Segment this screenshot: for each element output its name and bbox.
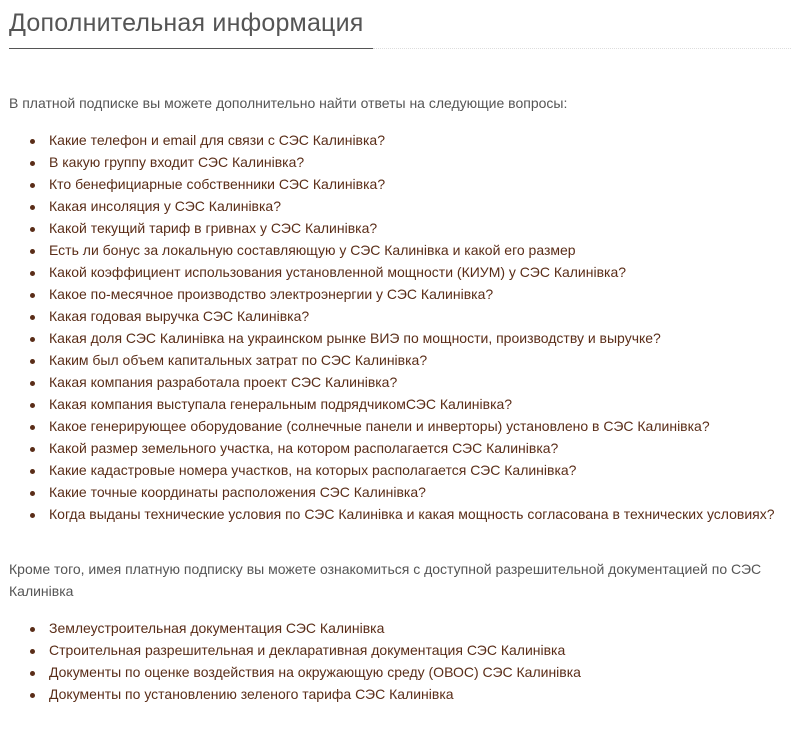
bullet-icon: [30, 693, 35, 698]
bullet-icon: [30, 359, 35, 364]
bullet-icon: [30, 227, 35, 232]
bullet-icon: [30, 183, 35, 188]
question-link[interactable]: Какая годовая выручка СЭС Калинівка?: [49, 308, 310, 324]
question-link[interactable]: Какие кадастровые номера участков, на которых располагается СЭС Калинівка?: [49, 462, 577, 478]
document-link[interactable]: Строительная разрешительная и декларативная документация СЭС Калинівка: [49, 642, 566, 658]
question-link[interactable]: Есть ли бонус за локальную составляющую у СЭС Калинівка и какой его размер: [49, 242, 576, 258]
question-link[interactable]: Какое по-месячное производство электроэнергии у СЭС Калинівка?: [49, 286, 494, 302]
list-item: [49, 283, 789, 305]
list-item: [49, 151, 789, 173]
title-divider: [373, 48, 791, 49]
questions-list: [9, 129, 789, 525]
docs-intro-text: Кроме того, имея платную подписку вы можете ознакомиться с доступной разрешительной документацией по СЭС Калинівка: [9, 561, 762, 599]
document-link[interactable]: Документы по установлению зеленого тарифа СЭС Калинівка: [49, 686, 454, 702]
list-item: [49, 639, 789, 661]
bullet-icon: [30, 627, 35, 632]
list-item: [49, 239, 789, 261]
list-item: [49, 683, 789, 705]
bullet-icon: [30, 139, 35, 144]
question-link[interactable]: В какую группу входит СЭС Калинівка?: [49, 154, 305, 170]
list-item: [49, 503, 789, 525]
intro-text: В платной подписке вы можете дополнительно найти ответы на следующие вопросы:: [9, 95, 568, 111]
list-item: [49, 371, 789, 393]
list-item: [49, 261, 789, 283]
question-link[interactable]: Какая компания разработала проект СЭС Калинівка?: [49, 374, 398, 390]
list-item: [49, 481, 789, 503]
bullet-icon: [30, 403, 35, 408]
bullet-icon: [30, 491, 35, 496]
bullet-icon: [30, 671, 35, 676]
bullet-icon: [30, 337, 35, 342]
list-item: [49, 173, 789, 195]
bullet-icon: [30, 249, 35, 254]
document-link[interactable]: Землеустроительная документация СЭС Калинівка: [49, 620, 385, 636]
bullet-icon: [30, 293, 35, 298]
content-area: [9, 92, 789, 705]
list-item: [49, 661, 789, 683]
list-item: [49, 129, 789, 151]
list-item: [49, 195, 789, 217]
list-item: [49, 437, 789, 459]
bullet-icon: [30, 513, 35, 518]
bullet-icon: [30, 469, 35, 474]
question-link[interactable]: Какой текущий тариф в гривнах у СЭС Калинівка?: [49, 220, 378, 236]
bullet-icon: [30, 271, 35, 276]
list-item: [49, 217, 789, 239]
section-title: Дополнительная информация: [9, 9, 364, 37]
question-link[interactable]: Какие телефон и email для связи с СЭС Калинівка?: [49, 132, 385, 148]
question-link[interactable]: Какие точные координаты расположения СЭС Калинівка?: [49, 484, 426, 500]
list-item: [49, 415, 789, 437]
list-item: [49, 349, 789, 371]
bullet-icon: [30, 649, 35, 654]
bullet-icon: [30, 161, 35, 166]
list-item: [49, 617, 789, 639]
question-link[interactable]: Какая компания выступала генеральным подрядчикомСЭС Калинівка?: [49, 396, 513, 412]
bullet-icon: [30, 315, 35, 320]
question-link[interactable]: Каким был объем капитальных затрат по СЭС Калинівка?: [49, 352, 428, 368]
list-item: [49, 305, 789, 327]
question-link[interactable]: Какой размер земельного участка, на котором располагается СЭС Калинівка?: [49, 440, 559, 456]
list-item: [49, 327, 789, 349]
documents-list: [9, 617, 789, 705]
list-item: [49, 393, 789, 415]
question-link[interactable]: Какое генерирующее оборудование (солнечные панели и инверторы) установлено в СЭС Калинівка?: [49, 418, 710, 434]
title-underline: [9, 48, 373, 49]
list-item: [49, 459, 789, 481]
question-link[interactable]: Какая инсоляция у СЭС Калинівка?: [49, 198, 281, 214]
question-link[interactable]: Кто бенефициарные собственники СЭС Калинівка?: [49, 176, 386, 192]
question-link[interactable]: Когда выданы технические условия по СЭС Калинівка и какая мощность согласована в технических условиях?: [49, 506, 775, 522]
document-link[interactable]: Документы по оценке воздействия на окружающую среду (ОВОС) СЭС Калинівка: [49, 664, 581, 680]
bullet-icon: [30, 381, 35, 386]
section-header: [0, 0, 796, 52]
question-link[interactable]: Какая доля СЭС Калинівка на украинском рынке ВИЭ по мощности, производству и выручке?: [49, 330, 661, 346]
bullet-icon: [30, 425, 35, 430]
bullet-icon: [30, 447, 35, 452]
bullet-icon: [30, 205, 35, 210]
question-link[interactable]: Какой коэффициент использования установленной мощности (КИУМ) у СЭС Калинівка?: [49, 264, 627, 280]
